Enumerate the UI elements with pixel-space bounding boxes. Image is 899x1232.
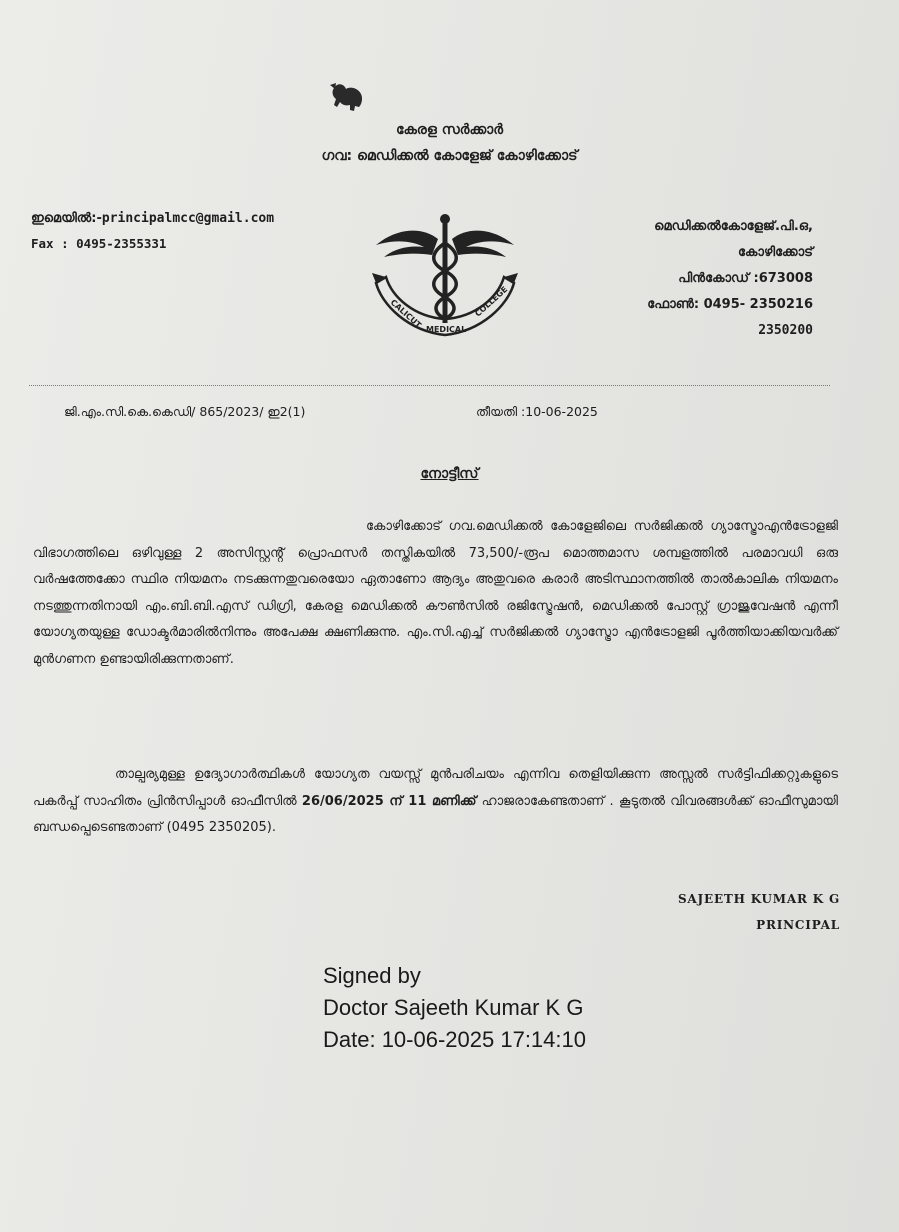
college-name: ഗവ: മെഡിക്കൽ കോളേജ് കോഴിക്കോട് [321, 148, 578, 164]
logo-text-left: CALICUT [388, 297, 423, 330]
paragraph-2-date-time: 26/06/2025 ന് 11 മണിക്ക് [301, 793, 477, 809]
reference-number: ജി.എം.സി.കെ.കെഡി/ 865/2023/ ഇ2(1) [64, 404, 306, 419]
logo-text-right: COLLEGE [473, 284, 510, 319]
digital-signature-line-1: Signed by [323, 963, 421, 988]
paragraph-2-text-b: ഹാജരാകേണ്ടതാണ് . കൂടുതൽ വിവരങ്ങൾക്ക് ഓഫീസുമായി ബന്ധപ്പെടെണ്ടതാണ് (0495 2350205). [33, 793, 838, 835]
notice-paragraph-1 [33, 514, 838, 673]
paragraph-1-text: കോഴിക്കോട് ഗവ.മെഡിക്കൽ കോളേജിലെ സർജിക്കൽ ഗ്യാസ്ട്രോഎൻട്രോളജി വിഭാഗത്തിലെ ഒഴിവുള്ള 2 അസിസ്റ്റൻ്റ് പ്രൊഫസർ തസ്തികയിൽ 73,500/-രൂപ മൊത്തമാസ ശമ്പളത്തിൽ പരമാവധി ഒരു വർഷത്തേക്കോ സ്ഥിര നിയമനം നടക്കുന്നതുവരെയോ ഏതാണോ ആദ്യം അതുവരെ കരാർ അടിസ്ഥാനത്തിൽ താൽകാലിക നിയമനം നടത്തുന്നതിനായി എം.ബി.ബി.എസ് ഡിഗ്രി, കേരള മെഡിക്കൽ കൗൺസിൽ രജിസ്ട്രേഷൻ, മെഡിക്കൽ പോസ്റ്റ് ഗ്രാജുവേഷൻ എന്നീ യോഗ്യതയുള്ള ഡോക്ടർമാരിൽനിന്നും അപേക്ഷ ക്ഷണിക്കുന്നു. എം.സി.എച്ച് സർജിക്കൽ ഗ്യാസ്ട്രോ എൻട്രോളജി പൂർത്തിയാക്കിയവർക്ക് മുൻഗണന ഉണ്ടായിരിക്കുന്നതാണ്. [33, 519, 838, 667]
address-line-1: മെഡിക്കൽകോളേജ്.പി.ഒ, [654, 219, 813, 234]
phone-number: ഫോൺ: 0495- 2350216 [647, 297, 813, 312]
college-logo-icon [368, 213, 522, 347]
email-line [31, 211, 274, 226]
signatory-designation: PRINCIPAL [756, 918, 840, 932]
paragraph-2-text-a: താല്പര്യമുള്ള ഉദ്യോഗാർത്ഥികൾ യോഗ്യത വയസ്സ് മുൻപരിചയം എന്നിവ തെളിയിക്കുന്ന അസ്സൽ സർട്ടിഫിക്കറ്റുകളുടെ പകർപ്പ് സാഹിതം പ്രിൻസിപ്പാൾ ഓഫീസിൽ [33, 767, 838, 809]
digital-signature-line-2: Doctor Sajeeth Kumar K G [323, 995, 584, 1020]
office-address [647, 214, 813, 344]
email-label: ഇമെയിൽ:- [31, 211, 102, 226]
email-address: principalmcc@gmail.com [101, 211, 275, 226]
logo-text-middle: MEDICAL [426, 325, 467, 334]
notice-paragraph-2 [33, 762, 838, 842]
notice-date: തീയതി :10-06-2025 [476, 404, 598, 419]
notice-title: നോട്ടീസ് [420, 466, 479, 482]
signatory-name: SAJEETH KUMAR K G [677, 892, 840, 906]
state-emblem-icon [328, 80, 368, 114]
digital-signature-line-3: Date: 10-06-2025 17:14:10 [323, 1027, 586, 1052]
pin-code: പിൻകോഡ് :673008 [678, 271, 813, 286]
fax-number: Fax : 0495-2355331 [31, 236, 167, 251]
phone-number-2: 2350200 [758, 323, 813, 338]
government-name: കേരള സർക്കാർ [395, 122, 504, 138]
address-line-2: കോഴിക്കോട് [738, 245, 813, 260]
header-divider [29, 385, 830, 386]
